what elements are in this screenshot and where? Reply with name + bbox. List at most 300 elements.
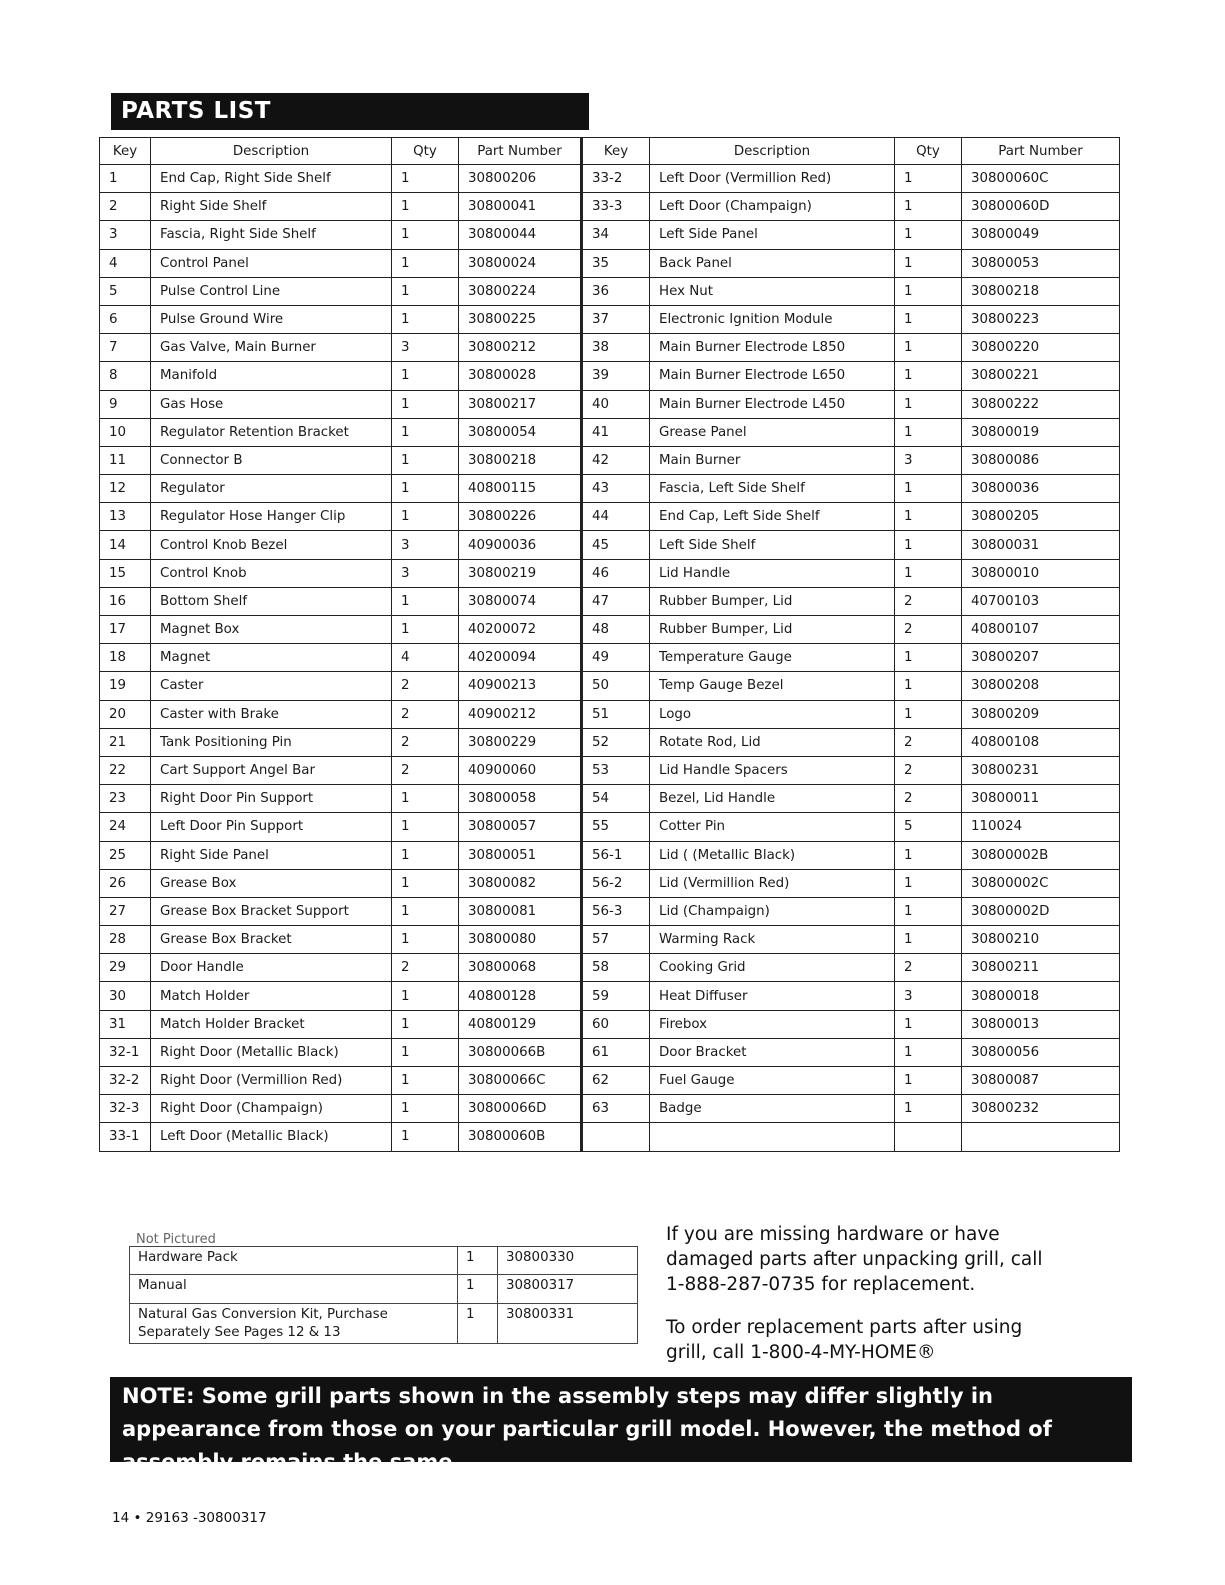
cell-key: 37 xyxy=(582,305,650,333)
missing-parts-text: If you are missing hardware or have damaged parts after unpacking grill, call 1-888-287-0735 for replacement. xyxy=(666,1224,1043,1295)
cell-key: 46 xyxy=(582,559,650,587)
np-part-number: 30800317 xyxy=(498,1275,638,1304)
cell-key: 20 xyxy=(100,700,151,728)
cell-qty: 1 xyxy=(392,926,459,954)
not-pictured-label: Not Pictured xyxy=(136,1232,216,1247)
cell-key: 2 xyxy=(100,193,151,221)
cell-qty: 1 xyxy=(392,165,459,193)
table-row xyxy=(100,785,1120,813)
table-row xyxy=(130,1275,638,1304)
cell-qty: 3 xyxy=(895,446,962,474)
cell-key: 36 xyxy=(582,277,650,305)
cell-part-number: 40200072 xyxy=(459,616,582,644)
cell-key: 30 xyxy=(100,982,151,1010)
cell-key: 52 xyxy=(582,728,650,756)
table-row xyxy=(100,1123,1120,1151)
table-row xyxy=(100,587,1120,615)
cell-part-number: 30800086 xyxy=(962,446,1120,474)
cell-description: Caster xyxy=(151,672,392,700)
cell-part-number: 30800226 xyxy=(459,503,582,531)
cell-qty: 2 xyxy=(392,700,459,728)
cell-qty: 1 xyxy=(895,926,962,954)
cell-part-number: 30800210 xyxy=(962,926,1120,954)
cell-part-number: 30800019 xyxy=(962,418,1120,446)
cell-part-number: 30800217 xyxy=(459,390,582,418)
cell-description: Lid Handle xyxy=(650,559,895,587)
cell-part-number: 30800041 xyxy=(459,193,582,221)
cell-key: 12 xyxy=(100,475,151,503)
cell-key: 27 xyxy=(100,897,151,925)
cell-part-number: 30800205 xyxy=(962,503,1120,531)
cell-qty: 2 xyxy=(895,587,962,615)
cell-part-number: 30800060D xyxy=(962,193,1120,221)
cell-qty: 1 xyxy=(895,390,962,418)
cell-qty xyxy=(895,1123,962,1151)
cell-description: Gas Hose xyxy=(151,390,392,418)
cell-description: Lid (Vermillion Red) xyxy=(650,869,895,897)
cell-qty: 1 xyxy=(895,841,962,869)
cell-part-number: 30800024 xyxy=(459,249,582,277)
cell-description: Left Door (Metallic Black) xyxy=(151,1123,392,1151)
cell-part-number: 30800209 xyxy=(962,700,1120,728)
table-row xyxy=(100,616,1120,644)
table-row xyxy=(100,221,1120,249)
table-row xyxy=(100,700,1120,728)
cell-qty: 1 xyxy=(392,1095,459,1123)
cell-description: Left Door (Champaign) xyxy=(650,193,895,221)
cell-description: End Cap, Right Side Shelf xyxy=(151,165,392,193)
header-key: Key xyxy=(100,138,151,165)
cell-part-number: 30800051 xyxy=(459,841,582,869)
cell-part-number: 30800053 xyxy=(962,249,1120,277)
cell-qty: 1 xyxy=(895,1095,962,1123)
cell-description: Main Burner Electrode L450 xyxy=(650,390,895,418)
cell-part-number: 30800080 xyxy=(459,926,582,954)
cell-description: Door Bracket xyxy=(650,1038,895,1066)
cell-part-number: 30800222 xyxy=(962,390,1120,418)
table-row xyxy=(130,1304,638,1344)
cell-key: 19 xyxy=(100,672,151,700)
cell-part-number: 40900036 xyxy=(459,531,582,559)
cell-description: Right Door (Champaign) xyxy=(151,1095,392,1123)
cell-qty: 4 xyxy=(392,644,459,672)
cell-key: 56-1 xyxy=(582,841,650,869)
cell-description: Regulator Retention Bracket xyxy=(151,418,392,446)
cell-key: 22 xyxy=(100,756,151,784)
cell-key: 44 xyxy=(582,503,650,531)
cell-qty: 2 xyxy=(895,616,962,644)
np-description: Hardware Pack xyxy=(130,1247,458,1275)
cell-part-number: 30800028 xyxy=(459,362,582,390)
cell-part-number: 30800231 xyxy=(962,756,1120,784)
cell-qty: 3 xyxy=(392,559,459,587)
cell-description: Match Holder xyxy=(151,982,392,1010)
cell-key: 45 xyxy=(582,531,650,559)
cell-description: Right Door Pin Support xyxy=(151,785,392,813)
cell-key: 18 xyxy=(100,644,151,672)
cell-key: 54 xyxy=(582,785,650,813)
cell-key: 10 xyxy=(100,418,151,446)
table-row xyxy=(100,305,1120,333)
cell-description: Grease Panel xyxy=(650,418,895,446)
cell-description: Right Door (Metallic Black) xyxy=(151,1038,392,1066)
cell-description: Gas Valve, Main Burner xyxy=(151,334,392,362)
np-part-number: 30800330 xyxy=(498,1247,638,1275)
header-description: Description xyxy=(151,138,392,165)
cell-description: Hex Nut xyxy=(650,277,895,305)
cell-description: Fascia, Right Side Shelf xyxy=(151,221,392,249)
cell-qty: 1 xyxy=(392,587,459,615)
cell-description: Lid (Champaign) xyxy=(650,897,895,925)
cell-description: Left Side Panel xyxy=(650,221,895,249)
cell-part-number: 30800087 xyxy=(962,1067,1120,1095)
cell-key: 26 xyxy=(100,869,151,897)
cell-description: Match Holder Bracket xyxy=(151,1010,392,1038)
cell-qty: 1 xyxy=(895,1038,962,1066)
cell-part-number: 40700103 xyxy=(962,587,1120,615)
cell-description: Magnet xyxy=(151,644,392,672)
cell-qty: 1 xyxy=(392,897,459,925)
cell-part-number: 40200094 xyxy=(459,644,582,672)
cell-qty: 1 xyxy=(392,982,459,1010)
cell-description: Fascia, Left Side Shelf xyxy=(650,475,895,503)
cell-part-number: 30800049 xyxy=(962,221,1120,249)
np-qty: 1 xyxy=(458,1247,498,1275)
table-row xyxy=(100,1038,1120,1066)
cell-key: 23 xyxy=(100,785,151,813)
cell-key: 21 xyxy=(100,728,151,756)
table-row xyxy=(130,1247,638,1275)
cell-key: 6 xyxy=(100,305,151,333)
table-row xyxy=(100,277,1120,305)
table-row xyxy=(100,193,1120,221)
cell-qty: 1 xyxy=(392,841,459,869)
cell-key: 32-1 xyxy=(100,1038,151,1066)
header-key: Key xyxy=(582,138,650,165)
not-pictured-table xyxy=(129,1246,638,1344)
cell-part-number: 40900213 xyxy=(459,672,582,700)
cell-part-number: 30800212 xyxy=(459,334,582,362)
cell-part-number: 40900060 xyxy=(459,756,582,784)
cell-description: Bezel, Lid Handle xyxy=(650,785,895,813)
cell-description: Bottom Shelf xyxy=(151,587,392,615)
cell-description: Lid ( (Metallic Black) xyxy=(650,841,895,869)
np-qty: 1 xyxy=(458,1275,498,1304)
table-row xyxy=(100,475,1120,503)
cell-qty: 3 xyxy=(895,982,962,1010)
cell-description: Door Handle xyxy=(151,954,392,982)
cell-qty: 1 xyxy=(895,1067,962,1095)
cell-qty: 1 xyxy=(895,559,962,587)
cell-key: 56-3 xyxy=(582,897,650,925)
cell-qty: 1 xyxy=(392,249,459,277)
cell-qty: 1 xyxy=(392,418,459,446)
cell-part-number: 30800011 xyxy=(962,785,1120,813)
cell-part-number: 30800002B xyxy=(962,841,1120,869)
cell-part-number: 30800225 xyxy=(459,305,582,333)
header-part-number: Part Number xyxy=(962,138,1120,165)
cell-qty: 1 xyxy=(392,277,459,305)
cell-key: 16 xyxy=(100,587,151,615)
cell-key: 1 xyxy=(100,165,151,193)
cell-key: 32-2 xyxy=(100,1067,151,1095)
cell-description: Grease Box xyxy=(151,869,392,897)
order-parts-text: To order replacement parts after using grill, call 1-800-4-MY-HOME® xyxy=(666,1317,1023,1363)
cell-qty: 2 xyxy=(895,728,962,756)
cell-qty: 3 xyxy=(392,531,459,559)
cell-part-number: 30800002D xyxy=(962,897,1120,925)
cell-key: 33-3 xyxy=(582,193,650,221)
cell-key: 57 xyxy=(582,926,650,954)
cell-key: 17 xyxy=(100,616,151,644)
cell-part-number: 30800054 xyxy=(459,418,582,446)
np-qty: 1 xyxy=(458,1304,498,1344)
table-row xyxy=(100,503,1120,531)
cell-part-number: 40800128 xyxy=(459,982,582,1010)
cell-qty: 3 xyxy=(392,334,459,362)
cell-description: Main Burner Electrode L850 xyxy=(650,334,895,362)
cell-part-number: 30800002C xyxy=(962,869,1120,897)
cell-key: 42 xyxy=(582,446,650,474)
cell-part-number: 30800229 xyxy=(459,728,582,756)
table-header-row xyxy=(100,138,1120,165)
cell-qty: 1 xyxy=(895,672,962,700)
cell-qty: 1 xyxy=(895,277,962,305)
cell-key: 14 xyxy=(100,531,151,559)
cell-part-number: 30800206 xyxy=(459,165,582,193)
table-row xyxy=(100,1095,1120,1123)
cell-qty: 1 xyxy=(392,1123,459,1151)
cell-qty: 2 xyxy=(895,785,962,813)
cell-description: Tank Positioning Pin xyxy=(151,728,392,756)
cell-part-number: 30800060C xyxy=(962,165,1120,193)
cell-description: Control Knob xyxy=(151,559,392,587)
table-row xyxy=(100,418,1120,446)
cell-description: Badge xyxy=(650,1095,895,1123)
cell-description: Pulse Ground Wire xyxy=(151,305,392,333)
cell-key: 7 xyxy=(100,334,151,362)
cell-part-number: 30800031 xyxy=(962,531,1120,559)
cell-description: Right Side Shelf xyxy=(151,193,392,221)
cell-description: Magnet Box xyxy=(151,616,392,644)
cell-part-number: 30800224 xyxy=(459,277,582,305)
table-row xyxy=(100,249,1120,277)
cell-qty: 1 xyxy=(392,503,459,531)
header-qty: Qty xyxy=(895,138,962,165)
cell-qty: 2 xyxy=(392,954,459,982)
page-footer: 14 • 29163 -30800317 xyxy=(112,1510,267,1526)
parts-table xyxy=(99,137,1120,1152)
table-row xyxy=(100,926,1120,954)
cell-key: 5 xyxy=(100,277,151,305)
cell-description: Grease Box Bracket xyxy=(151,926,392,954)
cell-qty: 1 xyxy=(392,1038,459,1066)
cell-description: Caster with Brake xyxy=(151,700,392,728)
table-row xyxy=(100,446,1120,474)
cell-part-number: 110024 xyxy=(962,813,1120,841)
cell-key: 34 xyxy=(582,221,650,249)
cell-part-number: 30800010 xyxy=(962,559,1120,587)
cell-key: 24 xyxy=(100,813,151,841)
cell-key: 48 xyxy=(582,616,650,644)
cell-description: Regulator Hose Hanger Clip xyxy=(151,503,392,531)
cell-part-number: 30800018 xyxy=(962,982,1120,1010)
cell-key: 33-2 xyxy=(582,165,650,193)
cell-key: 40 xyxy=(582,390,650,418)
cell-qty: 1 xyxy=(895,1010,962,1038)
cell-description: Connector B xyxy=(151,446,392,474)
cell-description: Lid Handle Spacers xyxy=(650,756,895,784)
cell-key: 53 xyxy=(582,756,650,784)
cell-key: 41 xyxy=(582,418,650,446)
cell-part-number: 30800232 xyxy=(962,1095,1120,1123)
cell-key: 25 xyxy=(100,841,151,869)
np-part-number: 30800331 xyxy=(498,1304,638,1344)
cell-key: 35 xyxy=(582,249,650,277)
cell-qty: 1 xyxy=(895,503,962,531)
cell-description: Back Panel xyxy=(650,249,895,277)
cell-part-number: 40800107 xyxy=(962,616,1120,644)
table-row xyxy=(100,1067,1120,1095)
cell-part-number: 30800220 xyxy=(962,334,1120,362)
cell-part-number: 30800068 xyxy=(459,954,582,982)
cell-key: 62 xyxy=(582,1067,650,1095)
cell-key: 3 xyxy=(100,221,151,249)
cell-qty: 1 xyxy=(392,362,459,390)
header-part-number: Part Number xyxy=(459,138,582,165)
cell-key: 56-2 xyxy=(582,869,650,897)
cell-key: 31 xyxy=(100,1010,151,1038)
cell-key: 60 xyxy=(582,1010,650,1038)
np-description: Natural Gas Conversion Kit, Purchase Separately See Pages 12 & 13 xyxy=(130,1304,458,1344)
cell-qty: 1 xyxy=(392,1067,459,1095)
cell-part-number: 30800074 xyxy=(459,587,582,615)
table-row xyxy=(100,644,1120,672)
table-row xyxy=(100,954,1120,982)
cell-part-number: 30800058 xyxy=(459,785,582,813)
cell-part-number: 30800060B xyxy=(459,1123,582,1151)
cell-description: Temp Gauge Bezel xyxy=(650,672,895,700)
cell-qty: 2 xyxy=(392,672,459,700)
cell-qty: 1 xyxy=(392,446,459,474)
cell-description: Pulse Control Line xyxy=(151,277,392,305)
cell-key: 61 xyxy=(582,1038,650,1066)
table-row xyxy=(100,165,1120,193)
cell-part-number: 40900212 xyxy=(459,700,582,728)
cell-qty: 1 xyxy=(895,418,962,446)
header-qty: Qty xyxy=(392,138,459,165)
cell-key: 50 xyxy=(582,672,650,700)
cell-key: 47 xyxy=(582,587,650,615)
contact-info xyxy=(666,1222,1066,1383)
cell-part-number: 30800044 xyxy=(459,221,582,249)
cell-part-number: 30800218 xyxy=(962,277,1120,305)
cell-description: Cotter Pin xyxy=(650,813,895,841)
cell-qty: 2 xyxy=(895,756,962,784)
cell-description: Left Door (Vermillion Red) xyxy=(650,165,895,193)
cell-qty: 1 xyxy=(392,193,459,221)
cell-qty: 1 xyxy=(895,531,962,559)
cell-part-number: 30800057 xyxy=(459,813,582,841)
cell-part-number: 30800211 xyxy=(962,954,1120,982)
cell-description: Main Burner Electrode L650 xyxy=(650,362,895,390)
cell-part-number: 30800219 xyxy=(459,559,582,587)
cell-key: 49 xyxy=(582,644,650,672)
cell-description: Manifold xyxy=(151,362,392,390)
cell-description: Fuel Gauge xyxy=(650,1067,895,1095)
table-row xyxy=(100,813,1120,841)
cell-qty: 1 xyxy=(895,165,962,193)
cell-key: 4 xyxy=(100,249,151,277)
cell-description: Heat Diffuser xyxy=(650,982,895,1010)
cell-key: 8 xyxy=(100,362,151,390)
cell-key: 55 xyxy=(582,813,650,841)
cell-part-number: 30800208 xyxy=(962,672,1120,700)
cell-description: Rubber Bumper, Lid xyxy=(650,616,895,644)
cell-description: End Cap, Left Side Shelf xyxy=(650,503,895,531)
cell-qty: 1 xyxy=(895,193,962,221)
cell-part-number: 30800066B xyxy=(459,1038,582,1066)
cell-key: 15 xyxy=(100,559,151,587)
cell-description: Cooking Grid xyxy=(650,954,895,982)
cell-description: Control Knob Bezel xyxy=(151,531,392,559)
cell-qty: 1 xyxy=(895,221,962,249)
cell-qty: 2 xyxy=(392,728,459,756)
cell-description: Electronic Ignition Module xyxy=(650,305,895,333)
cell-description xyxy=(650,1123,895,1151)
cell-description: Grease Box Bracket Support xyxy=(151,897,392,925)
cell-qty: 2 xyxy=(895,954,962,982)
cell-description: Warming Rack xyxy=(650,926,895,954)
cell-key: 33-1 xyxy=(100,1123,151,1151)
cell-qty: 1 xyxy=(895,362,962,390)
table-row xyxy=(100,672,1120,700)
table-row xyxy=(100,531,1120,559)
cell-key: 13 xyxy=(100,503,151,531)
cell-description: Left Side Shelf xyxy=(650,531,895,559)
cell-qty: 1 xyxy=(895,334,962,362)
table-row xyxy=(100,728,1120,756)
cell-part-number xyxy=(962,1123,1120,1151)
cell-qty: 1 xyxy=(392,616,459,644)
cell-description: Right Side Panel xyxy=(151,841,392,869)
cell-qty: 1 xyxy=(392,305,459,333)
assembly-note: NOTE: Some grill parts shown in the assembly steps may differ slightly in appearance from those on your particular grill model. However, the method of assembly remains the same. xyxy=(110,1377,1132,1462)
cell-key: 43 xyxy=(582,475,650,503)
cell-description: Right Door (Vermillion Red) xyxy=(151,1067,392,1095)
cell-key: 28 xyxy=(100,926,151,954)
cell-qty: 1 xyxy=(392,869,459,897)
cell-description: Temperature Gauge xyxy=(650,644,895,672)
cell-qty: 1 xyxy=(392,813,459,841)
cell-part-number: 30800013 xyxy=(962,1010,1120,1038)
table-row xyxy=(100,334,1120,362)
table-row xyxy=(100,897,1120,925)
cell-description: Firebox xyxy=(650,1010,895,1038)
cell-qty: 1 xyxy=(895,305,962,333)
table-row xyxy=(100,869,1120,897)
cell-part-number: 40800115 xyxy=(459,475,582,503)
cell-key xyxy=(582,1123,650,1151)
cell-description: Main Burner xyxy=(650,446,895,474)
table-row xyxy=(100,390,1120,418)
cell-description: Logo xyxy=(650,700,895,728)
cell-part-number: 30800207 xyxy=(962,644,1120,672)
page-title: PARTS LIST xyxy=(111,93,589,130)
cell-part-number: 30800036 xyxy=(962,475,1120,503)
cell-part-number: 40800108 xyxy=(962,728,1120,756)
cell-key: 29 xyxy=(100,954,151,982)
